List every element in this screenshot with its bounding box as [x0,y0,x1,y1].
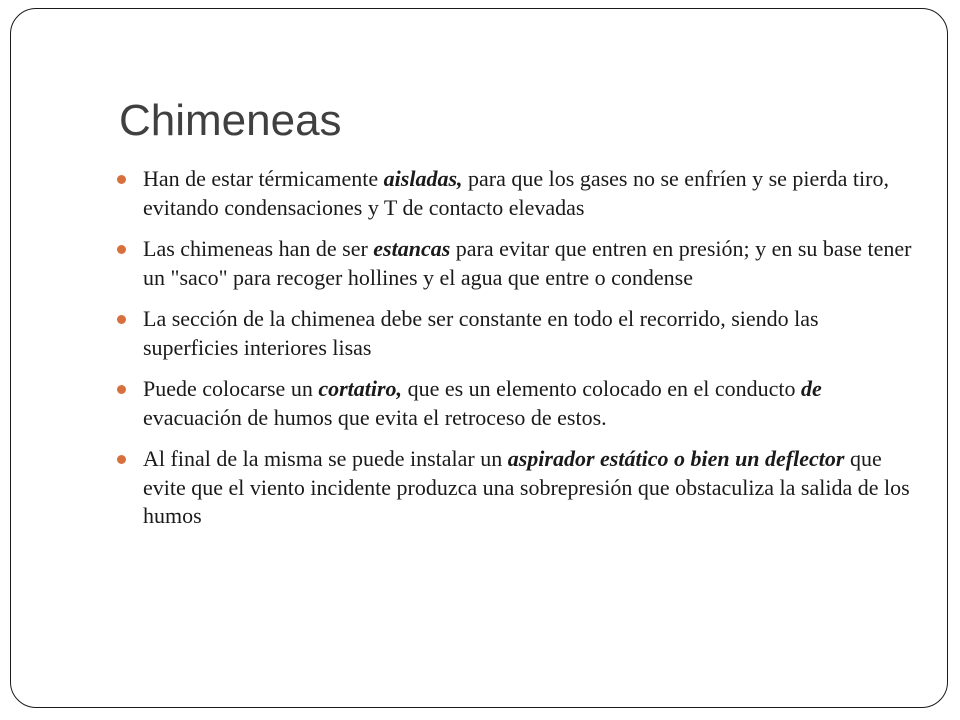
bullet-item [117,235,917,292]
bullet-text: Las chimeneas han de ser [143,236,374,261]
bullet-emphasis-text: cortatiro, [318,376,403,401]
bullet-dot-icon [117,385,126,394]
bullet-list [117,165,917,544]
bullet-dot-icon [117,455,126,464]
bullet-item [117,445,917,531]
bullet-text: Puede colocarse un [143,376,319,401]
bullet-item [117,305,917,362]
bullet-text: Al final de la misma se puede instalar un [143,446,508,471]
bullet-emphasis-text: aspirador estático o bien un deflector [507,446,845,471]
bullet-item [117,375,917,432]
bullet-text: para evitar que entren en presión; y en su base tener un "saco" para recoger hollines y el agua que entre o condense [143,236,912,290]
bullet-emphasis-text: aisladas, [383,166,463,191]
slide-frame [10,8,948,708]
bullet-dot-icon [117,175,126,184]
bullet-text: Han de estar térmicamente [143,166,384,191]
bullet-text: La sección de la chimenea debe ser constante en todo el recorrido, siendo las superficies interiores lisas [143,306,819,360]
bullet-dot-icon [117,315,126,324]
bullet-text: evacuación de humos que evita el retroceso de estos. [143,404,607,430]
bullet-dot-icon [117,245,126,254]
bullet-text: que es un elemento colocado en el conducto [402,376,801,401]
bullet-text: para que los gases no se enfríen y se pierda tiro, evitando condensaciones y T de contacto elevadas [143,166,889,220]
bullet-text: que evite que el viento incidente produzca una sobrepresión que obstaculiza la salida de los humos [143,446,910,528]
bullet-emphasis-text: estancas [373,236,451,261]
slide-title: Chimeneas [119,96,342,145]
bullet-item [117,165,917,222]
bullet-emphasis-text: de [800,376,822,401]
